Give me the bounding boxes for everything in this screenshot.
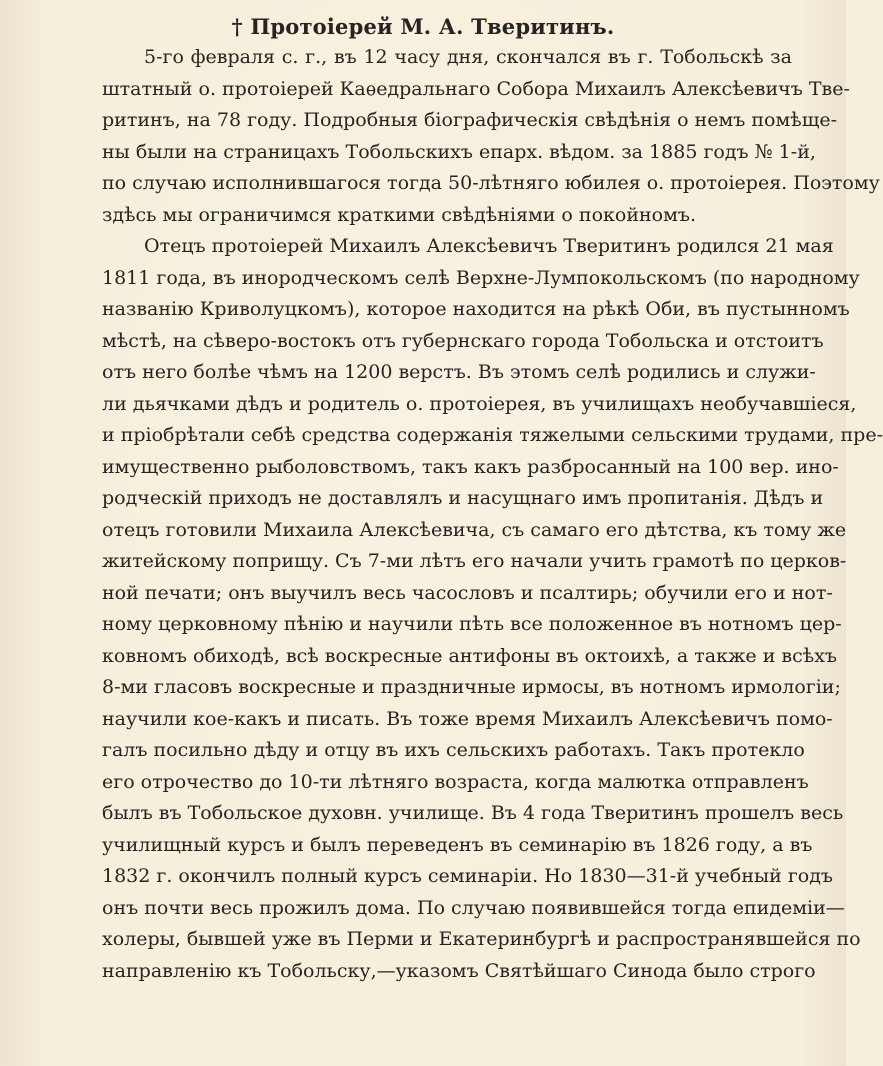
text-line: мѣстѣ, на сѣверо-востокъ отъ губернскаго города Тобольска и отстоитъ — [102, 329, 824, 352]
text-line: штатный о. протоіерей Каѳедральнаго Собора Михаилъ Алексѣевичъ Тве- — [102, 77, 850, 100]
text-line: отецъ готовили Михаила Алексѣевича, съ самаго его дѣтства, къ тому же — [102, 518, 847, 541]
text-line: онъ почти весь прожилъ дома. По случаю появившейся тогда епидеміи— — [102, 896, 845, 919]
text-line: ному церковному пѣнію и научили пѣть все положенное въ нотномъ цер- — [102, 613, 842, 635]
text-line: училищный курсъ и былъ переведенъ въ семинарію въ 1826 году, а въ — [102, 833, 813, 856]
text-line: его отрочество до 10-ти лѣтняго возраста, когда малютка отправленъ — [102, 770, 809, 793]
text-line: 1832 г. окончилъ полный курсъ семинаріи. Но 1830—31-й учебный годъ — [102, 865, 834, 887]
text-line: ны были на страницахъ Тобольскихъ епарх. вѣдом. за 1885 годъ № 1-й, — [102, 140, 816, 163]
text-line: ковномъ обиходѣ, всѣ воскресные антифоны въ октоихѣ, а также и всѣхъ — [102, 644, 838, 667]
text-line: направленію къ Тобольску,—указомъ Святѣйшаго Синода было строго — [102, 959, 816, 982]
text-line: ной печати; онъ выучилъ весь часословъ и псалтирь; обучили его и нот- — [102, 581, 833, 604]
text-line: 8-ми гласовъ воскресные и праздничные ирмосы, въ нотномъ ирмологіи; — [102, 676, 841, 698]
text-line: отъ него болѣе чѣмъ на 1200 верстъ. Въ этомъ селѣ родились и служи- — [102, 361, 816, 383]
text-line: родческій приходъ не доставлялъ и насущнаго имъ пропитанія. Дѣдъ и — [102, 487, 824, 509]
text-line: научили кое-какъ и писать. Въ тоже время Михаилъ Алексѣевичъ помо- — [102, 707, 833, 730]
text-line: холеры, бывшей уже въ Перми и Екатеринбургѣ и распространявшейся по — [102, 928, 861, 950]
text-line: 5-го февраля с. г., въ 12 часу дня, скончался въ г. Тобольскѣ за — [144, 46, 792, 68]
text-line: названію Криволуцкомъ), которое находится на рѣкѣ Оби, въ пустынномъ — [102, 298, 850, 320]
text-line: Отецъ протоіерей Михаилъ Алексѣевичъ Тверитинъ родился 21 мая — [144, 235, 834, 257]
text-line: галъ посильно дѣду и отцу въ ихъ сельскихъ работахъ. Такъ протекло — [102, 739, 805, 761]
text-line: 1811 года, въ инородческомъ селѣ Верхне-Лумпокольскомъ (по народному — [102, 266, 860, 289]
text-line: имущественно рыболовствомъ, такъ какъ разбросанный на 100 вер. ино- — [102, 455, 839, 478]
text-line: ли дьячками дѣдъ и родитель о. протоіерея, въ училищахъ необучавшіеся, — [102, 392, 857, 415]
text-line: здѣсь мы ограничимся краткими свѣдѣніями о покойномъ. — [102, 203, 696, 226]
text-line: житейскому поприщу. Съ 7-ми лѣтъ его начали учить грамотѣ по церков- — [102, 550, 847, 572]
page-title: † Протоіерей М. А. Тверитинъ. — [231, 14, 615, 39]
text-line: по случаю исполнившагося тогда 50-лѣтняго юбилея о. протоіерея. Поэтому — [102, 172, 880, 194]
text-line: ритинъ, на 78 году. Подробныя біографическія свѣдѣнія о немъ помѣще- — [102, 109, 838, 131]
text-line: былъ въ Тобольское духовн. училище. Въ 4 года Тверитинъ прошелъ весь — [102, 802, 844, 824]
text-line: и пріобрѣтали себѣ средства содержанія тяжелыми сельскими трудами, пре- — [102, 424, 883, 446]
